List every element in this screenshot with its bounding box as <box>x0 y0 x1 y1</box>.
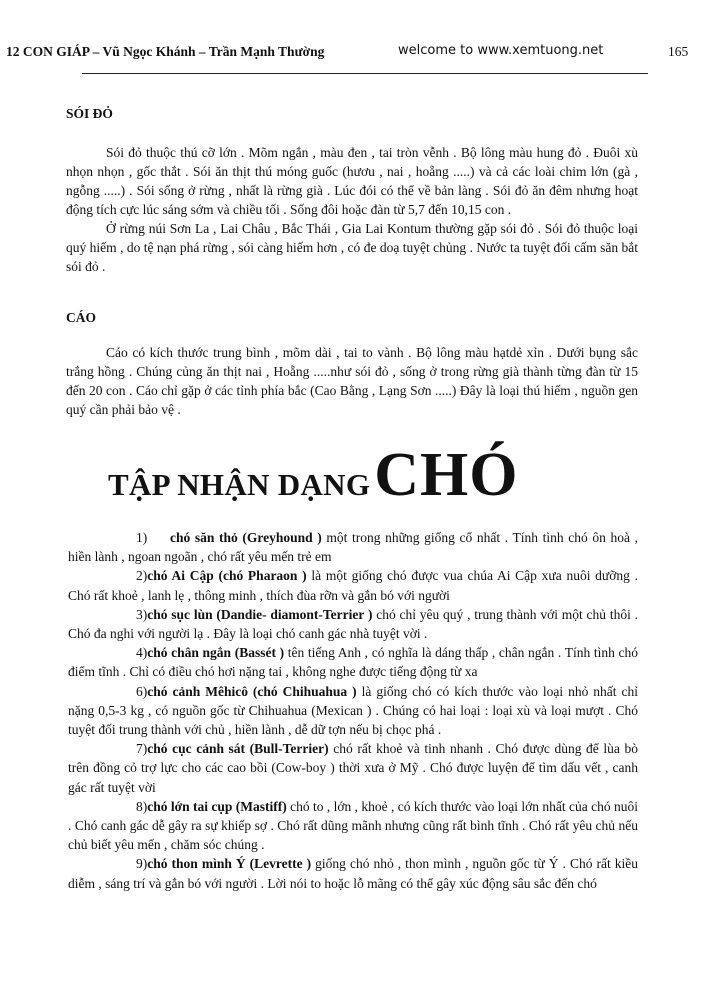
list-item-number: 9) <box>136 856 148 872</box>
site-link[interactable]: welcome to www.xemtuong.net <box>398 43 604 58</box>
dog-breed-name: chó chân ngắn (Bassét ) <box>147 645 285 661</box>
dog-description: một trong những giống cổ nhất . Tính tình chó ôn hoà , hiền lành , ngoan ngoãn , chó rất yêu mến trẻ em <box>68 530 638 565</box>
list-item-number: 8) <box>136 798 148 814</box>
title-part-1: TẬP NHẬN DẠNG <box>108 467 371 502</box>
paragraph: Ở rừng núi Sơn La , Lai Châu , Bắc Thái , Gia Lai Kontum thường gặp sói đỏ . Sói đỏ thuộc loại quý hiếm , do tệ nạn phá rừng , sói càng hiếm hơn , có đe doạ tuyệt chủng . Nước ta tuyệt đối cấm săn bắt sói đỏ . <box>66 221 638 274</box>
dog-description: chó to , lớn , khoẻ , có kích thước vào loại lớn nhất của chó nuôi . Chó canh gác dễ gây ra sự khiếp sợ . Chó rất dũng mãnh nhưng cũng rất bình tĩnh . Chó rất yêu chủ nếu chủ biết yêu mến , chăm sóc chúng . <box>68 798 639 853</box>
title-part-2: CHÓ <box>374 441 519 509</box>
paragraph: Cáo có kích thước trung bình , mõm dài , tai to vành . Bộ lông màu hạtdẻ xỉn . Dưới bụng sắc trắng hồng . Chúng củng ăn thịt nai , Hoẵng .....như sói đỏ , sống ở trong rừng già thành từng đàn từ 15 đến 20 con . Cáo chỉ gặp ở các tỉnh phía bắc (Cao Bằng , Lạng Sơn .....) Đây là loại thú hiếm , nguồn gen quý cần phải bảo vệ . <box>66 345 638 417</box>
list-item-number: 2) <box>136 568 148 584</box>
page-number: 165 <box>668 44 689 59</box>
header-rule <box>82 73 648 74</box>
page-title <box>108 440 518 511</box>
list-item-number: 7) <box>136 741 148 757</box>
list-item <box>68 605 638 643</box>
list-item <box>68 682 638 740</box>
dog-breed-name: chó thon mình Ý (Levrette ) <box>147 856 312 872</box>
dog-list <box>68 528 638 893</box>
section-title-cao: CÁO <box>66 310 96 325</box>
list-item-number: 4) <box>136 645 148 661</box>
list-item-number: 6) <box>136 683 148 699</box>
list-item <box>68 528 638 566</box>
list-item-number: 1) <box>136 530 148 545</box>
list-item-number: 3) <box>136 606 148 622</box>
dog-description: là một giống chó được vua chúa Ai Cập xưa nuôi dưỡng . Chó rất khoẻ , lanh lẹ , thông minh , thích đùa rỡn và gắn bó với người <box>68 568 638 603</box>
list-item <box>68 854 638 892</box>
section-title-soi-do: SÓI ĐỎ <box>66 106 113 121</box>
dog-description: là giống chó có kích thước vào loại nhỏ nhất chỉ nặng 0,5-3 kg , có nguồn gốc từ Chihuahua (Mexican ) . Chúng có hai loại : loại xù và loại mượt . Chó tuyệt đối trung thành với chủ , hiền lành , dễ dữ tợn nếu bị chọc phá . <box>68 683 639 738</box>
dog-description: tên tiếng Anh , có nghĩa là dáng thấp , chân ngắn . Tính tình chó điểm tĩnh . Chỉ có điều chó hơi nặng tai , không nghe được tiếng động từ xa <box>68 645 638 680</box>
dog-description: giống chó nhỏ , thon mình , nguồn gốc từ Ý . Chó rất kiều diễm , sáng trí và gắn bó với người . Lời nói to hoặc lỗ mãng có thể gây xúc động sâu sắc đến chó <box>68 856 639 891</box>
list-item <box>68 566 638 604</box>
dog-breed-name: chó săn thỏ (Greyhound ) <box>170 530 322 545</box>
section-soi-do <box>66 106 638 122</box>
dog-breed-name: chó sục lùn (Dandie- diamont-Terrier ) <box>147 606 373 622</box>
dog-breed-name: chó lớn tai cụp (Mastiff) <box>147 798 287 814</box>
dog-breed-name: chó cảnh Mêhicô (chó Chihuahua ) <box>147 683 357 699</box>
dog-description: chó rất khoẻ và tinh nhanh . Chó được dùng để lùa bò trên đồng cỏ trợ lực cho các cao bồi (Cow-boy ) thời xưa ở Mỹ . Chó được luyện để tìm dấu vết , canh gác rất tuyệt vời <box>68 741 638 795</box>
dog-description: chó chỉ yêu quý , trung thành với một chủ thôi . Chó đa nghi với người lạ . Đây là loại chó canh gác nhà tuyệt vời . <box>68 606 638 642</box>
book-title: 12 CON GIÁP – Vũ Ngọc Khánh – Trần Mạnh Thường <box>6 44 325 59</box>
list-item <box>68 797 638 855</box>
list-item <box>68 643 638 681</box>
page-header <box>0 44 702 64</box>
paragraph: Sói đỏ thuộc thú cỡ lớn . Mõm ngắn , màu đen , tai tròn vễnh . Bộ lông màu hung đỏ . Đuôi xù nhọn nhọn , gốc thắt . Sói ăn thịt thú móng guốc (hươu , nai , hoẵng .....) và cả các loài chim lớn (gà , ngỗng .....) . Sói sống ở rừng , nhất là rừng già . Lúc đói có thể về bản làng . Sói đỏ ăn đêm nhưng hoạt động tích cực lúc sáng sớm và chiều tối . Sống đôi hoặc đàn từ 5,7 đến 10,15 con . <box>66 145 638 217</box>
dog-breed-name: chó cục cảnh sát (Bull-Terrier) <box>147 741 329 757</box>
cao-body <box>66 343 638 419</box>
list-item <box>68 739 638 797</box>
dog-breed-name: chó Ai Cập (chó Pharaon ) <box>147 568 307 584</box>
soi-do-body <box>66 143 638 276</box>
section-cao <box>66 310 638 326</box>
